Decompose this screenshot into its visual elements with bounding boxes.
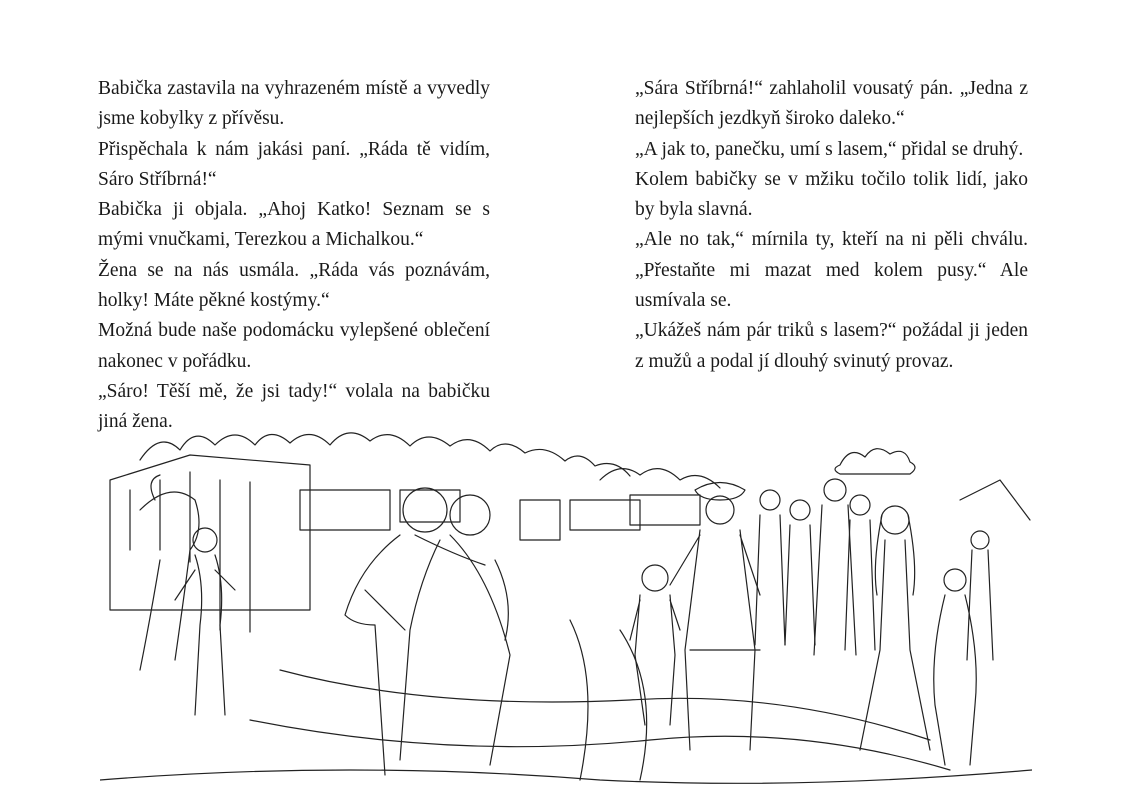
illustration-drawing	[100, 420, 1032, 800]
paragraph: „Ukážeš nám pár triků s lasem?“ požádal ji jeden z mužů a podal jí dlouhý svinutý provaz.	[635, 320, 1028, 372]
left-page-text	[98, 74, 490, 438]
right-page-text	[635, 74, 1028, 377]
paragraph: Žena se na nás usmála. „Ráda vás poznávám, holky! Máte pěkné kostýmy.“	[98, 259, 490, 312]
paragraph: Kolem babičky se v mžiku točilo tolik lidí, jako by byla slavná.	[635, 168, 1028, 221]
paragraph: „Sára Stříbrná!“ zahlaholil vousatý pán. „Jedna z nejlepších jezdkyň široko daleko.“	[635, 78, 1028, 130]
paragraph: Babička zastavila na vyhrazeném místě a vyvedly jsme kobylky z přívěsu.	[98, 78, 490, 130]
paragraph: „Ale no tak,“ mírnila ty, kteří na ni pěli chválu. „Přestaňte mi mazat med kolem pusy.“ Ale usmívala se.	[635, 229, 1028, 312]
paragraph: „Sáro! Těší mě, že jsi tady!“ volala na babičku jiná žena.	[98, 380, 490, 433]
paragraph: Přispěchala k nám jakási paní. „Ráda tě vidím, Sáro Stříbrná!“	[98, 138, 490, 190]
paragraph: Babička ji objala. „Ahoj Katko! Seznam se s mými vnučkami, Terezkou a Michalkou.“	[98, 199, 490, 251]
paragraph: Možná bude naše podomácku vylepšené oblečení nakonec v pořádku.	[98, 320, 490, 372]
ranch-gathering-illustration	[100, 420, 1032, 800]
paragraph: „A jak to, panečku, umí s lasem,“ přidal se druhý.	[635, 138, 1024, 160]
